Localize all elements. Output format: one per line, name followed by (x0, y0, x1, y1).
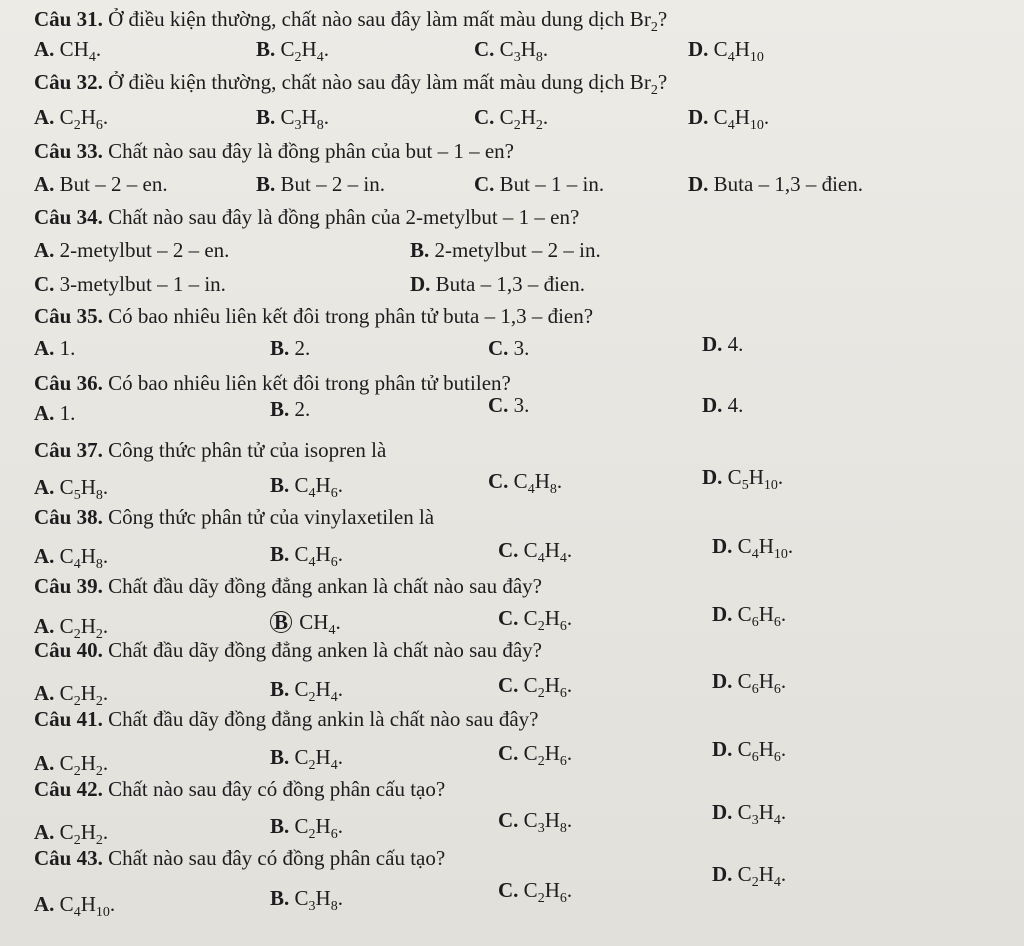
option-a: A. $C_2H_6$. (34, 105, 109, 134)
option-a: A. $C_4H_8$. (34, 544, 109, 573)
question-34 (34, 204, 1024, 230)
option-c: C. $C_3H_8$. (498, 808, 573, 837)
option-d: D. $C_4H_{10}$. (712, 534, 794, 563)
option-c: C. $C_2H_2$. (474, 105, 549, 134)
option-d: D. $C_6H_6$. (712, 669, 787, 698)
question-41 (34, 706, 1024, 732)
question-37 (34, 437, 1024, 463)
question-number: Câu 32. (34, 70, 103, 94)
option-d: D. Buta – 1,3 – đien. (410, 272, 585, 296)
option-d: D. $C_4H_{10}$ (688, 37, 764, 66)
option-b: B. $C_4H_6$. (270, 473, 343, 502)
question-text: Ở điều kiện thường, chất nào sau đây làm mất màu dung dịch $Br_2$? (102, 70, 668, 99)
option-c: C. $C_2H_6$. (498, 606, 573, 635)
question-text: Công thức phân tử của isopren là (102, 438, 387, 462)
option-c: C. $C_2H_6$. (498, 673, 573, 702)
option-b: B. 2-metylbut – 2 – in. (410, 238, 601, 262)
option-a: A. But – 2 – en. (34, 172, 168, 196)
option-c: C. $C_2H_6$. (498, 741, 573, 770)
option-d: D. 4. (702, 332, 744, 356)
option-d: D. $C_6H_6$. (712, 737, 787, 766)
option-c: C. $C_4H_8$. (488, 469, 563, 498)
option-b: B. $C_2H_4$. (270, 745, 343, 774)
question-text: Ở điều kiện thường, chất nào sau đây làm mất màu dung dịch $Br_2$? (102, 7, 668, 36)
question-text: Chất nào sau đây có đồng phân cấu tạo? (102, 846, 446, 870)
question-number: Câu 43. (34, 846, 103, 870)
option-a: A. $C_2H_2$. (34, 751, 109, 780)
question-33 (34, 138, 1024, 164)
question-text: Chất đầu dãy đồng đẳng anken là chất nào sau đây? (102, 638, 542, 662)
question-42 (34, 776, 1024, 802)
question-31 (34, 6, 1024, 36)
question-text: Có bao nhiêu liên kết đôi trong phân tử buta – 1,3 – đien? (102, 304, 594, 328)
question-number: Câu 36. (34, 371, 103, 395)
option-b: B. 2. (270, 336, 311, 360)
option-b: B. $C_3H_8$. (270, 886, 343, 915)
option-a: A. $C_4H_{10}$. (34, 892, 116, 921)
option-a: A. 1. (34, 336, 76, 360)
option-b: B. $C_2H_4$. (270, 677, 343, 706)
question-number: Câu 39. (34, 574, 103, 598)
option-a: A. $C_2H_2$. (34, 820, 109, 849)
question-number: Câu 31. (34, 7, 103, 31)
question-text: Chất đầu dãy đồng đẳng ankan là chất nào sau đây? (102, 574, 542, 598)
option-d: D. 4. (702, 393, 744, 417)
question-number: Câu 35. (34, 304, 103, 328)
option-a: A. 1. (34, 401, 76, 425)
question-text: Chất nào sau đây có đồng phân cấu tạo? (102, 777, 446, 801)
option-d: D. $C_6H_6$. (712, 602, 787, 631)
option-b: B. $C_4H_6$. (270, 542, 343, 571)
option-d: D. $C_2H_4$. (712, 862, 787, 891)
option-c: C. $C_3H_8$. (474, 37, 549, 66)
question-text: Có bao nhiêu liên kết đôi trong phân tử butilen? (102, 371, 511, 395)
option-c: C. 3. (488, 393, 530, 417)
question-number: Câu 34. (34, 205, 103, 229)
option-d: D. $C_4H_{10}$. (688, 105, 770, 134)
option-a: A. 2-metylbut – 2 – en. (34, 238, 230, 262)
option-b: B. $C_2H_4$. (256, 37, 329, 66)
option-c: C. But – 1 – in. (474, 172, 605, 196)
question-number: Câu 38. (34, 505, 103, 529)
option-b: B. 2. (270, 397, 311, 421)
question-number: Câu 33. (34, 139, 103, 163)
option-a: A. $C_2H_2$. (34, 681, 109, 710)
option-c: C. $C_4H_4$. (498, 538, 573, 567)
option-d: D. Buta – 1,3 – đien. (688, 172, 863, 196)
option-a: A. $C_5H_8$. (34, 475, 109, 504)
question-number: Câu 37. (34, 438, 103, 462)
question-text: Chất nào sau đây là đồng phân của 2-metylbut – 1 – en? (102, 205, 580, 229)
question-39 (34, 573, 1024, 599)
question-43 (34, 845, 1024, 871)
option-c: C. 3-metylbut – 1 – in. (34, 272, 226, 296)
option-c: C. 3. (488, 336, 530, 360)
question-40 (34, 637, 1024, 663)
question-32 (34, 69, 1024, 99)
question-number: Câu 41. (34, 707, 103, 731)
option-a: A. $CH_4$. (34, 37, 102, 66)
option-b: B. $C_2H_6$. (270, 814, 343, 843)
question-number: Câu 40. (34, 638, 103, 662)
question-text: Chất đầu dãy đồng đẳng ankin là chất nào sau đây? (102, 707, 539, 731)
question-text: Chất nào sau đây là đồng phân của but – 1 – en? (102, 139, 514, 163)
question-38 (34, 504, 1024, 530)
option-b: B. $C_3H_8$. (256, 105, 329, 134)
option-d: D. $C_3H_4$. (712, 800, 787, 829)
option-c: C. $C_2H_6$. (498, 878, 573, 907)
option-d: D. $C_5H_{10}$. (702, 465, 784, 494)
question-text: Công thức phân tử của vinylaxetilen là (102, 505, 435, 529)
option-a: A. $C_2H_2$. (34, 614, 109, 643)
question-number: Câu 42. (34, 777, 103, 801)
option-b: B. But – 2 – in. (256, 172, 385, 196)
option-b: B $CH_4$. (270, 609, 341, 635)
question-35 (34, 303, 1024, 329)
